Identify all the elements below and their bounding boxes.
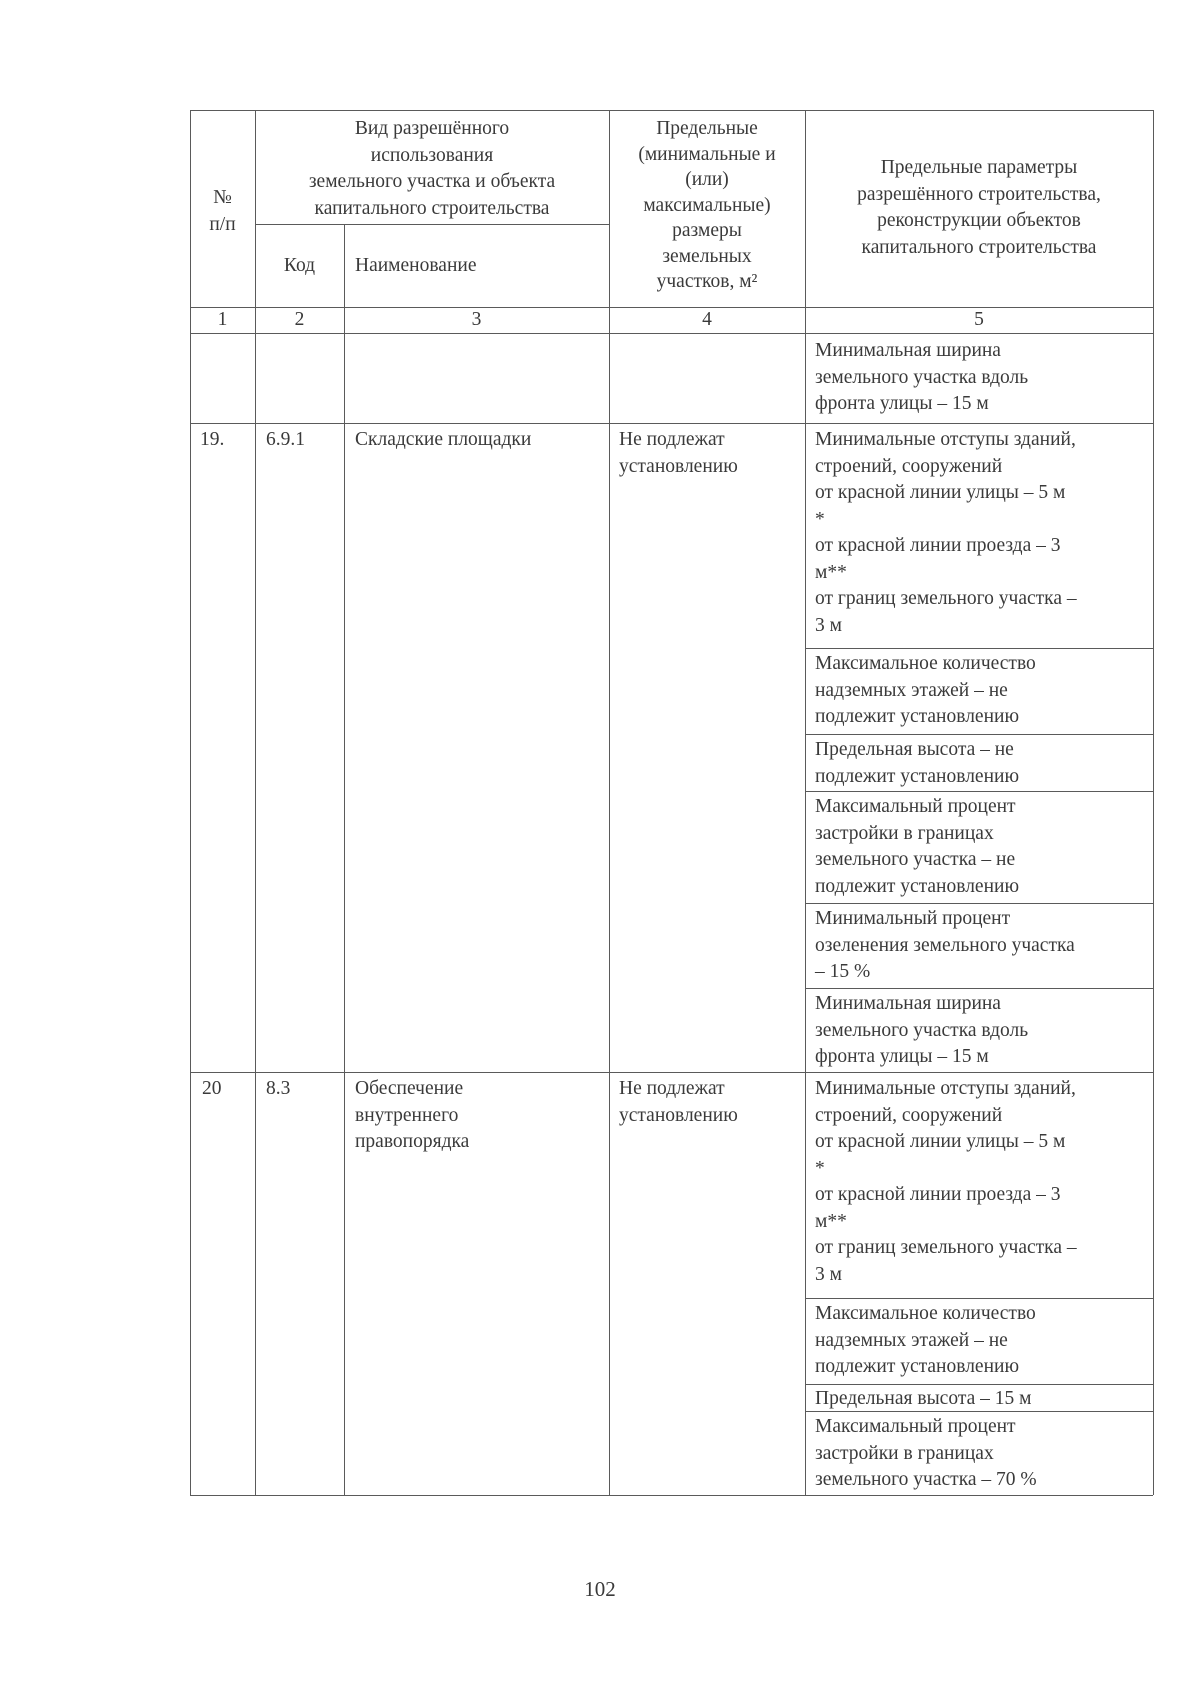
row20-param-setbacks — [815, 1076, 1077, 1288]
param-line: от красной линии улицы – 5 м — [815, 1131, 1066, 1152]
param-line: застройки в границах — [815, 822, 994, 844]
param-line: подлежит установлению — [815, 875, 1020, 897]
header-col1-line: № — [213, 187, 232, 208]
param-line: Минимальный процент — [815, 908, 1011, 929]
r20-param-sep-2 — [805, 1384, 1153, 1385]
param-line: подлежит установлению — [815, 765, 1020, 787]
row19-param-floors — [815, 651, 1036, 731]
param-line: надземных этажей – не — [815, 1329, 1008, 1351]
header-col4-line: Предельные — [656, 118, 758, 139]
table-right-border — [1153, 110, 1154, 1495]
param-line: земельного участка – не — [815, 849, 1016, 870]
row19-size-line: установлению — [619, 455, 738, 477]
row20-top-border — [190, 1072, 1153, 1073]
header-col23 — [255, 116, 609, 222]
row19-param-setbacks — [815, 427, 1077, 639]
row20-param-floors — [815, 1301, 1036, 1381]
param-line: озеленения земельного участка — [815, 934, 1075, 956]
param-line: земельного участка – 70 % — [815, 1469, 1037, 1490]
row20-size-line: Не подлежат — [619, 1078, 725, 1099]
row20-size — [619, 1076, 738, 1129]
row20-code: 8.3 — [266, 1078, 291, 1099]
param-line: 3 м — [815, 1263, 842, 1285]
param-line: застройки в границах — [815, 1442, 994, 1464]
row20-name — [355, 1076, 469, 1156]
r19-param-sep-1 — [805, 648, 1153, 649]
param-line: 3 м — [815, 614, 842, 636]
header-col3: Наименование — [355, 255, 477, 276]
row19-param-coverage — [815, 794, 1019, 900]
header-col5-line: реконструкции объектов — [877, 210, 1081, 231]
page-number: 102 — [584, 1577, 616, 1601]
column-number: 5 — [974, 309, 984, 330]
param-line: м** — [815, 1210, 847, 1232]
row19-param-greenery — [815, 906, 1075, 986]
r19-param-sep-5 — [805, 988, 1153, 989]
row20-size-line: установлению — [619, 1104, 738, 1126]
header-col5-line: Предельные параметры — [880, 157, 1078, 178]
param-line: строений, сооружений — [815, 1104, 1003, 1126]
header-col4-line: максимальные) — [643, 194, 771, 216]
table-bottom-border — [190, 1495, 1153, 1496]
header-col1 — [190, 185, 255, 238]
param-line: Максимальный процент — [815, 796, 1016, 817]
param-line: от границ земельного участка – — [815, 1237, 1077, 1258]
column-number: 1 — [217, 309, 228, 330]
header-col23-line: использования — [370, 144, 494, 166]
param-line: земельного участка вдоль — [815, 366, 1029, 388]
param-line: от границ земельного участка – — [815, 588, 1077, 609]
param-line: * — [815, 508, 825, 530]
param-line: Предельная высота – не — [815, 739, 1014, 760]
param-line: Максимальный процент — [815, 1416, 1016, 1437]
row20-param-coverage — [815, 1414, 1037, 1494]
param-line: Максимальное количество — [815, 1303, 1036, 1324]
column-number: 4 — [702, 309, 712, 330]
param-line: фронта улицы – 15 м — [815, 1046, 989, 1067]
row20-number: 20 — [202, 1078, 222, 1099]
column-number: 2 — [294, 309, 305, 330]
header-col4-line: размеры — [672, 220, 742, 241]
header-col5 — [805, 155, 1153, 261]
row19-param-height — [815, 737, 1019, 790]
col-divider-2 — [344, 224, 345, 1495]
param-line: м** — [815, 561, 847, 583]
header-col23-line: земельного участка и объекта — [308, 171, 556, 192]
param-line: от красной линии улицы – 5 м — [815, 482, 1066, 503]
header-col4-line: участков, м² — [656, 271, 758, 292]
continuation-params — [815, 338, 1028, 418]
header-col4-line: (или) — [685, 169, 729, 190]
param-line: Минимальная ширина — [815, 993, 1001, 1014]
header-subdivider — [255, 224, 609, 225]
row19-size — [619, 427, 738, 480]
param-line: земельного участка вдоль — [815, 1019, 1029, 1041]
param-line: фронта улицы – 15 м — [815, 393, 989, 414]
row19-top-border — [190, 423, 1153, 424]
header-col2: Код — [283, 255, 316, 276]
header-col5-line: разрешённого строительства, — [857, 183, 1101, 205]
header-col1-line: п/п — [209, 213, 236, 235]
column-number: 3 — [471, 309, 482, 330]
param-line: Минимальные отступы зданий, — [815, 1078, 1076, 1099]
header-col23-line: капитального строительства — [314, 197, 550, 219]
param-line: – 15 % — [815, 961, 871, 982]
r19-param-sep-4 — [805, 903, 1153, 904]
table-top-border — [190, 110, 1153, 111]
header-col23-line: Вид разрешённого — [354, 118, 510, 139]
param-line: * — [815, 1157, 825, 1179]
param-line: строений, сооружений — [815, 455, 1003, 477]
row19-name-line: Складские площадки — [355, 429, 532, 450]
row19-code: 6.9.1 — [266, 429, 305, 450]
row19-name — [355, 427, 531, 454]
header-col4 — [609, 116, 805, 295]
param-line: Минимальные отступы зданий, — [815, 429, 1076, 450]
param-line: Минимальная ширина — [815, 340, 1001, 361]
r19-param-sep-2 — [805, 734, 1153, 735]
param-line: от красной линии проезда – 3 — [815, 535, 1061, 556]
header-col4-line: (минимальные и — [638, 143, 776, 165]
param-line: Максимальное количество — [815, 653, 1036, 674]
r20-param-sep-1 — [805, 1298, 1153, 1299]
row19-param-width — [815, 991, 1028, 1071]
param-line: Предельная высота – 15 м — [815, 1388, 1032, 1409]
header-col5-line: капитального строительства — [861, 236, 1097, 258]
row19-number: 19. — [200, 429, 225, 450]
row20-param-height — [815, 1386, 1031, 1413]
r19-param-sep-3 — [805, 791, 1153, 792]
row20-name-line: Обеспечение — [355, 1078, 464, 1099]
header-col4-line: земельных — [662, 245, 752, 267]
param-line: надземных этажей – не — [815, 679, 1008, 701]
row20-name-line: правопорядка — [355, 1131, 470, 1152]
param-line: подлежит установлению — [815, 706, 1020, 727]
row20-name-line: внутреннего — [355, 1104, 459, 1126]
param-line: подлежит установлению — [815, 1356, 1020, 1377]
row19-size-line: Не подлежат — [619, 429, 725, 450]
param-line: от красной линии проезда – 3 — [815, 1184, 1061, 1205]
